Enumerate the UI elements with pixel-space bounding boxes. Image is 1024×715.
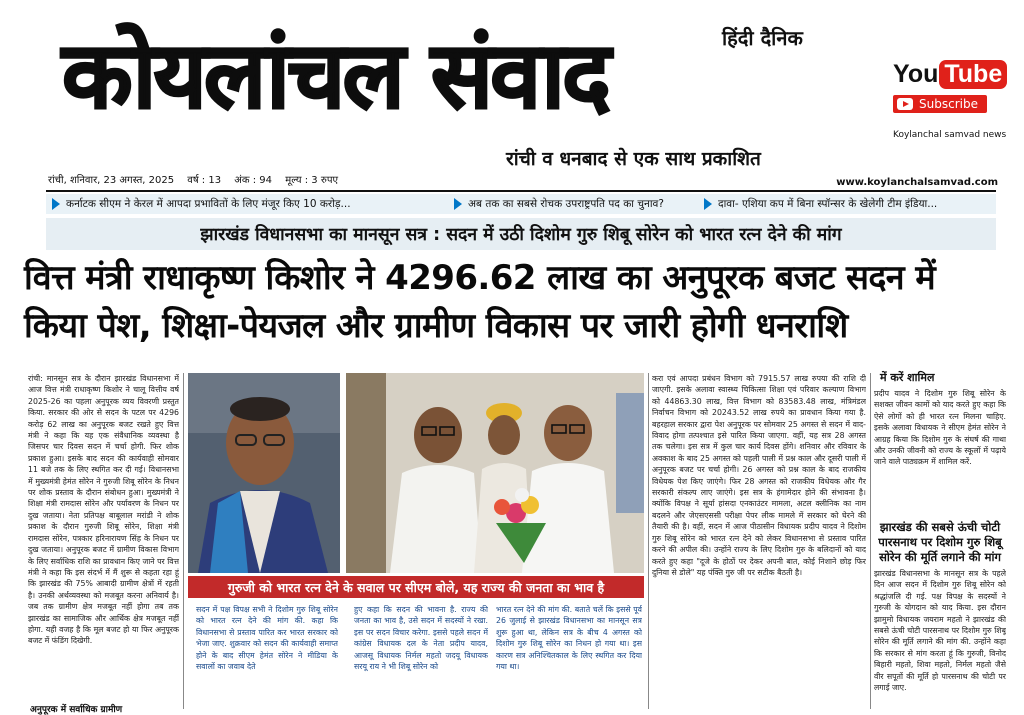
caption-story-col-2: हुए कहा कि सदन की भावना है. राज्य की जनता का भाव है, उसे सदन में सदस्यों ने रखा. इस पर सदन विचार करेगा. इससे पहले सदन में कांग्रेस विधायक दल के नेता प्रदीप यादव, आजसू विधायक निर्मल महतो जदयू विधायक सरयू राय ने भी शिबू सोरेन को [354, 605, 488, 672]
divider [648, 373, 649, 709]
youtube-widget[interactable] [893, 60, 1003, 113]
side-headline: झारखंड की सबसे ऊंची चोटी पारसनाथ पर दिशोम गुरु शिबू सोरेन की मूर्ति लगाने की मांग [878, 520, 1002, 564]
photo-felicitation [346, 373, 644, 573]
place-date: रांची, शनिवार, 23 अगस्त, 2025 [48, 175, 175, 186]
tagline: रांची व धनबाद से एक साथ प्रकाशित [506, 148, 761, 170]
column-subhead: अनुपूरक में सर्वाधिक ग्रामीण [30, 705, 123, 715]
ticker-item[interactable]: दावा- एशिया कप में बिना स्पॉन्सर के खेलेगी टीम इंडिया... [698, 194, 943, 214]
side-box-heading: में करें शामिल [880, 371, 935, 384]
group-photo [346, 373, 644, 573]
edition-label: हिंदी दैनिक [722, 26, 803, 50]
ticker-item[interactable]: कर्नाटक सीएम ने केरल में आपदा प्रभावितों के लिए मंजूर किए 10 करोड़... [46, 194, 448, 214]
year: वर्ष : 13 [187, 175, 222, 186]
arrow-icon [454, 198, 462, 210]
issue: अंक : 94 [234, 175, 273, 186]
subscribe-button[interactable]: Subscribe [893, 95, 987, 113]
website-link[interactable]: www.koylanchalsamvad.com [836, 177, 998, 188]
play-icon [897, 98, 913, 110]
side-column-2: झारखंड विधानसभा के मानसून सत्र के पहले दिन आज सदन में दिशोम गुरु शिबू सोरेन को श्रद्धांजलि दी गई. पक्ष विपक्ष के सदस्यों ने गुरुजी के योगदान को याद किया. इस दौरान झामुमो विधायक जयराम महतो ने झारखंड की सबसे ऊंची चोटी पारसनाथ पर दिशोम गुरु शिबू सोरेन की मूर्ति लगाने की मांग की. उन्होंने कहा कि सरकार से मांग करता हूं कि गुरुजी, विनोद बिहारी महतो, शिवा महतो, निर्मल महतो जैसे वीर सपूतों की मूर्ति हो पारसनाथ की चोटी पर लगाई जाए. [874, 569, 1006, 693]
ticker-item[interactable]: अब तक का सबसे रोचक उपराष्ट्रपति पद का चुनाव? [448, 194, 698, 214]
youtube-icon[interactable]: You Tube [893, 60, 1003, 89]
newspaper-logo: कोयलांचल संवाद [62, 22, 608, 129]
divider [870, 373, 871, 709]
caption-story-col-1: सदन में पक्ष विपक्ष सभी ने दिशोम गुरु शिबू सोरेन को भारत रत्न देने की मांग की. कहा कि विधानसभा से प्रस्ताव पारित कर भारत सरकार को भेजा जाए. शुक्रवार को सदन की कार्यवाही समाप्त होने के बाद सीएम हेमंत सोरेन ने मीडिया के सवालों का जवाब देते [196, 605, 338, 672]
portrait-photo [188, 373, 340, 573]
date-line [48, 172, 348, 186]
article-column-1: रांची: मानसून सत्र के दौरान झारखंड विधानसभा में आज वित्त मंत्री राधाकृष्ण किशोर ने चालू वित्तीय वर्ष 2025-26 का पहला अनुपूरक व्यय विवरणी प्रस्तुत किया. सरकार की ओर से सदन के पटल पर 4296 करोड़ 62 लाख का अनुपूरक बजट रखते हुए वित्त मंत्री ने कहा कि यह एक संवैधानिक व्यवस्था है जिसपर चार दिवस सदन में चर्चा होगी. फिर शोक प्रकाश हुआ। इसके बाद सदन की कार्यवाही सोमवार 11 बजे तक के लिए स्थगित कर दी गई। विधानसभा में मुख्यमंत्री हेमंत सोरेन ने गुरुजी शिबू सोरेन के निधन पर शोक प्रस्ताव के दौरान संबोधन हुआ। मुख्यमंत्री ने शिक्षा मंत्री रामदास सोरेन और पर्यावरण के निधन पर दुख जताया। नेता प्रतिपक्ष बाबूलाल मरांडी ने शोक प्रकाश के दौरान गुरुजी शिबू सोरेन, शिक्षा मंत्री रामदास सोरेन, पत्रकार हरिनारायण सिंह के निधन पर दुख जताया। अनुपूरक बजट में ग्रामीण विकास विभाग के लिए सर्वाधिक राशि का प्रावधान किए जाने पर वित्त मंत्री ने कहा कि इस संदर्भ में मैं शुरू से कहता रहा हूं कि झारखंड की 75% आबादी ग्रामीण क्षेत्रों में रहती है। उनकी अर्थव्यवस्था को मजबूत करना अनिवार्य है। जब तक ग्रामीण क्षेत्र मजबूत नहीं होगा तब तक झारखंड का सामाजिक और आर्थिक क्षेत्र मजबूत नहीं होगा. यही वजह है कि मूल बजट हो या फिर अनुपूरक बजट में फंडिंग दिखेगी. [28, 374, 179, 646]
photo-minister [188, 373, 340, 573]
youtube-handle: Koylanchal samvad news [893, 130, 1007, 140]
side-column: प्रदीप यादव ने दिशोम गुरु शिबू सोरेन के सशक्त जीवन कामों को याद करते हुए कहा कि ऐसे लोगों को ही भारत रत्न मिलना चाहिए. इसके अलावा विधायक ने सीएम हेमंत सोरेन ने आग्रह किया कि दिशोम गुरु के संघर्ष की गाथा और उनकी जीवनी को राज्य के स्कूलों में पढ़ाये जाने वाले पाठ्यक्रम में शामिल करें. [874, 389, 1006, 467]
price: मूल्य : 3 रुपए [285, 175, 339, 186]
arrow-icon [52, 198, 60, 210]
arrow-icon [704, 198, 712, 210]
divider [183, 373, 184, 709]
photo-caption: गुरुजी को भारत रत्न देने के सवाल पर सीएम बोले, यह राज्य की जनता का भाव है [188, 576, 644, 598]
caption-story-col-3: भारत रत्न देने की मांग की. बताते चलें कि इससे पूर्व 26 जुलाई से झारखंड विधानसभा का मानसून सत्र शुरू हुआ था, लेकिन सत्र के बीच 4 अगस्त को दिशोम गुरु शिबू सोरेन का निधन हो गया था। इस कारण सत्र अनिश्चितकाल के लिए स्थगित कर दिया गया था। [496, 605, 642, 672]
news-ticker [46, 194, 996, 214]
main-headline: वित्त मंत्री राधाकृष्ण किशोर ने 4296.62 लाख का अनुपूरक बजट सदन में किया पेश, शिक्षा-पेयजल और ग्रामीण विकास पर जारी होगी धनराशि [24, 258, 936, 346]
article-column-4: करा एवं आपदा प्रबंधन विभाग को 7915.57 लाख रुपया की राशि दी जाएगी. इसके अलावा स्वास्थ्य चिकित्सा शिक्षा एवं परिवार कल्याण विभाग को 44863.30 लाख, वित्त विभाग को 83583.48 लाख, मंत्रिमंडल निर्वाचन विभाग को 20243.52 लाख रुपये का प्रावधान किया गया है. बहरहाल सरकार द्वारा पेश अनुपूरक पर सोमवार 25 अगस्त से सदन में वाद-विवाद होगा तत्पश्चात इसे पारित किया जाएगा. वहीं, यह सत्र 28 अगस्त तक चलेगा। इस सत्र में कुल चार कार्य दिवस होंगे। शनिवार और रविवार के अवकाश के बाद 25 अगस्त को पहली पाली में प्रश्न काल और दूसरी पाली में अनुपूरक बजट पर चर्चा होगी। 26 अगस्त को प्रश्न काल के बाद राजकीय विधेयक पेश किए जाएंगे। फिर 28 अगस्त को राजकीय विधेयक और गैर सरकारी संकल्प लाए जाएंगे। इस सत्र के हंगामेदार होने की संभावना है। क्योंकि विपक्ष ने सूर्या हांसदा एनकाउंटर मामला, अटल क्लीनिक का नाम बदलने और जेएसएससी परीक्षा पेपर लीक मामले में सरकार को घेरने की तैयारी की है। वहीं, सदन में आज पीठासीन विधायक प्रदीप यादव ने दिशोम गुरु शिबू सोरेन को भारत रत्न देने को लेकर विधानसभा से प्रस्ताव पारित करने की अपील की। उन्होंने राज्य के लिए दिशोम गुरु के बलिदानों को याद करते हुए कहा "दूजे के होठों पर देकर अपनी बात, कोई निशाने छोड़ फिर दुनिया से डोले" यह पंक्ति गुरु जी पर सटीक बैठती है। [652, 374, 866, 577]
masthead [0, 0, 1024, 196]
divider [46, 190, 996, 192]
sub-headline: झारखंड विधानसभा का मानसून सत्र : सदन में उठी दिशोम गुरु शिबू सोरेन को भारत रत्न देने की मांग [46, 218, 996, 250]
